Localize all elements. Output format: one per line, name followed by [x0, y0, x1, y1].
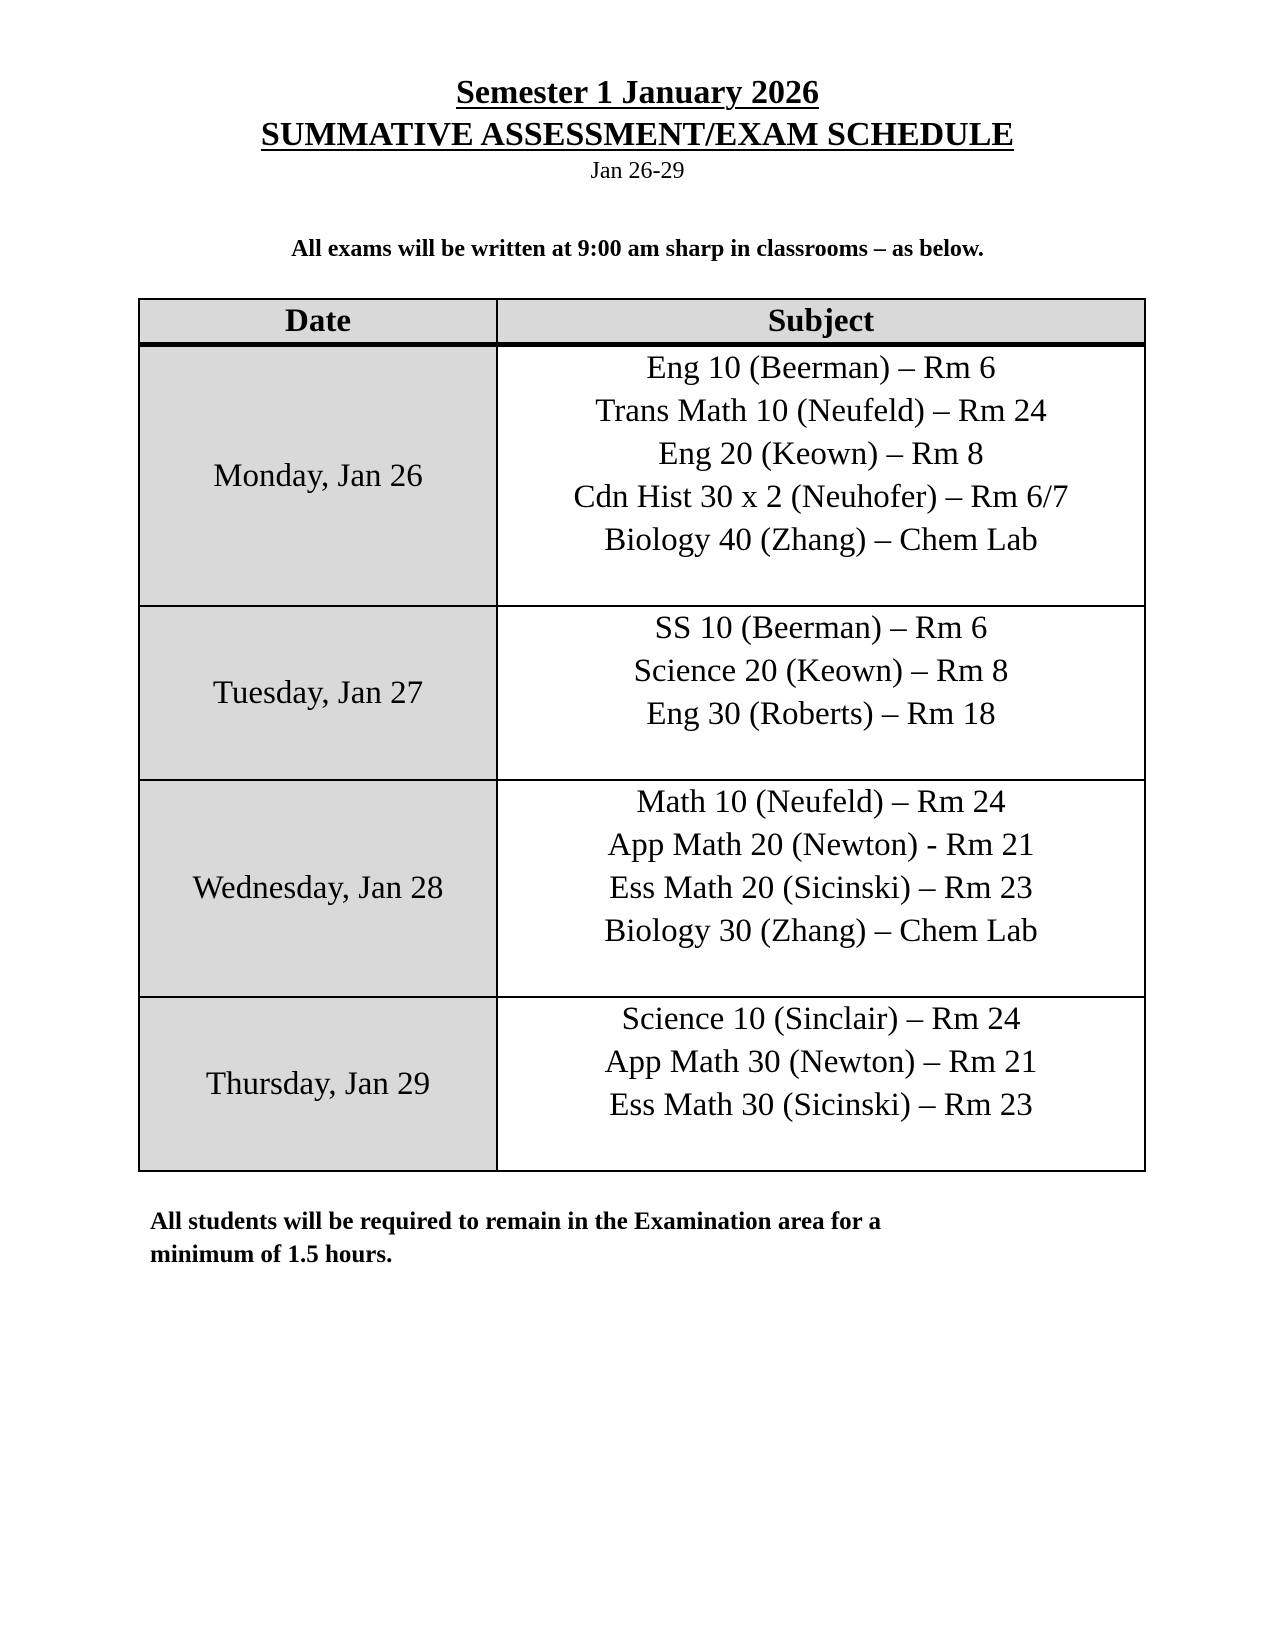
date-cell: Monday, Jan 26 — [139, 345, 497, 607]
subject-entry: Biology 40 (Zhang) – Chem Lab — [604, 522, 1038, 558]
subject-cell — [497, 997, 1145, 1171]
date-cell: Wednesday, Jan 28 — [139, 780, 497, 997]
exam-schedule-table — [138, 298, 1146, 1172]
subject-entry: Math 10 (Neufeld) – Rm 24 — [636, 784, 1006, 820]
subject-entry: App Math 20 (Newton) - Rm 21 — [607, 827, 1035, 863]
table-row — [139, 997, 1145, 1171]
exam-time-notice: All exams will be written at 9:00 am sharp in classrooms – as below. — [291, 236, 984, 262]
subject-entry: Biology 30 (Zhang) – Chem Lab — [604, 913, 1038, 949]
subject-entry: Science 10 (Sinclair) – Rm 24 — [621, 1001, 1021, 1037]
table-header-row — [139, 299, 1145, 345]
document-title: Semester 1 January 2026 — [456, 74, 819, 111]
subject-entry: Cdn Hist 30 x 2 (Neuhofer) – Rm 6/7 — [573, 479, 1069, 515]
date-cell: Tuesday, Jan 27 — [139, 606, 497, 780]
subject-entry: Trans Math 10 (Neufeld) – Rm 24 — [595, 393, 1047, 429]
subject-cell — [497, 780, 1145, 997]
subject-entry: Eng 20 (Keown) – Rm 8 — [658, 436, 984, 472]
subject-entry: Science 20 (Keown) – Rm 8 — [633, 653, 1009, 689]
subject-entry: Eng 30 (Roberts) – Rm 18 — [646, 696, 996, 732]
column-header-subject: Subject — [497, 299, 1145, 345]
table-row — [139, 345, 1145, 607]
subject-entry: Ess Math 30 (Sicinski) – Rm 23 — [609, 1087, 1033, 1123]
subject-cell — [497, 345, 1145, 607]
exam-duration-notice — [150, 1205, 1050, 1271]
document-subtitle: SUMMATIVE ASSESSMENT/EXAM SCHEDULE — [260, 116, 1015, 153]
subject-entry: Ess Math 20 (Sicinski) – Rm 23 — [609, 870, 1033, 906]
column-header-date: Date — [139, 299, 497, 345]
subject-cell — [497, 606, 1145, 780]
notice-line: minimum of 1.5 hours. — [150, 1241, 393, 1268]
date-range: Jan 26-29 — [590, 158, 685, 184]
table-row — [139, 780, 1145, 997]
document-header — [0, 72, 1275, 186]
notice-line: All students will be required to remain in the Examination area for a — [150, 1208, 882, 1235]
subject-entry: App Math 30 (Newton) – Rm 21 — [604, 1044, 1038, 1080]
date-cell: Thursday, Jan 29 — [139, 997, 497, 1171]
subject-entry: Eng 10 (Beerman) – Rm 6 — [646, 350, 996, 386]
subject-entry: SS 10 (Beerman) – Rm 6 — [654, 610, 988, 646]
table-row — [139, 606, 1145, 780]
